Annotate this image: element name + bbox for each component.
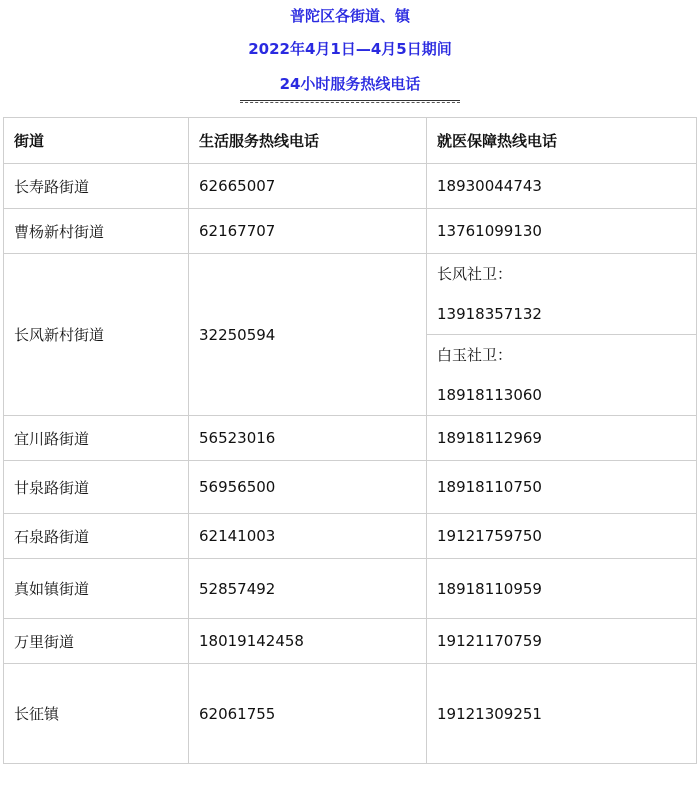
medical-hotline-cell: 18930044743 (427, 164, 697, 209)
clinic-label: 白玉社卫： (437, 346, 513, 364)
street-cell: 石泉路街道 (4, 514, 189, 559)
clinic-phone: 18918113060 (437, 386, 542, 404)
title-date-range: 2022年4月1日—4月5日期间 (248, 40, 452, 58)
clinic-label: 长风社卫： (437, 265, 513, 283)
life-hotline-cell: 32250594 (189, 254, 427, 416)
medical-hotline-subcell (427, 254, 697, 335)
title-hotline: 24小时服务热线电话 (279, 75, 421, 93)
life-hotline-cell: 62141003 (189, 514, 427, 559)
table-row (4, 254, 697, 335)
life-hotline-cell: 56956500 (189, 461, 427, 514)
hotline-table (3, 117, 697, 764)
medical-hotline-cell: 19121759750 (427, 514, 697, 559)
life-hotline-cell: 62061755 (189, 664, 427, 764)
street-cell: 万里街道 (4, 619, 189, 664)
medical-hotline-cell: 19121309251 (427, 664, 697, 764)
life-hotline-cell: 56523016 (189, 416, 427, 461)
medical-hotline-cell: 18918110750 (427, 461, 697, 514)
table-row (4, 664, 697, 764)
street-cell: 真如镇街道 (4, 559, 189, 619)
street-cell: 宜川路街道 (4, 416, 189, 461)
table-row (4, 209, 697, 254)
column-header-medical-hotline: 就医保障热线电话 (427, 118, 697, 164)
medical-hotline-cell: 19121170759 (427, 619, 697, 664)
title-divider (240, 100, 460, 103)
table-header-row (4, 118, 697, 164)
title-district: 普陀区各街道、镇 (289, 7, 410, 25)
street-cell: 甘泉路街道 (4, 461, 189, 514)
clinic-phone: 13918357132 (437, 305, 542, 323)
table-row (4, 416, 697, 461)
medical-hotline-cell: 13761099130 (427, 209, 697, 254)
column-header-street: 街道 (4, 118, 189, 164)
table-row (4, 559, 697, 619)
street-cell: 长寿路街道 (4, 164, 189, 209)
life-hotline-cell: 62167707 (189, 209, 427, 254)
life-hotline-cell: 18019142458 (189, 619, 427, 664)
medical-hotline-cell: 18918112969 (427, 416, 697, 461)
street-cell: 长征镇 (4, 664, 189, 764)
table-row (4, 461, 697, 514)
column-header-life-hotline: 生活服务热线电话 (189, 118, 427, 164)
street-cell: 曹杨新村街道 (4, 209, 189, 254)
life-hotline-cell: 52857492 (189, 559, 427, 619)
medical-hotline-subcell (427, 335, 697, 416)
life-hotline-cell: 62665007 (189, 164, 427, 209)
table-row (4, 514, 697, 559)
street-cell: 长风新村街道 (4, 254, 189, 416)
medical-hotline-cell: 18918110959 (427, 559, 697, 619)
table-row (4, 164, 697, 209)
table-row (4, 619, 697, 664)
